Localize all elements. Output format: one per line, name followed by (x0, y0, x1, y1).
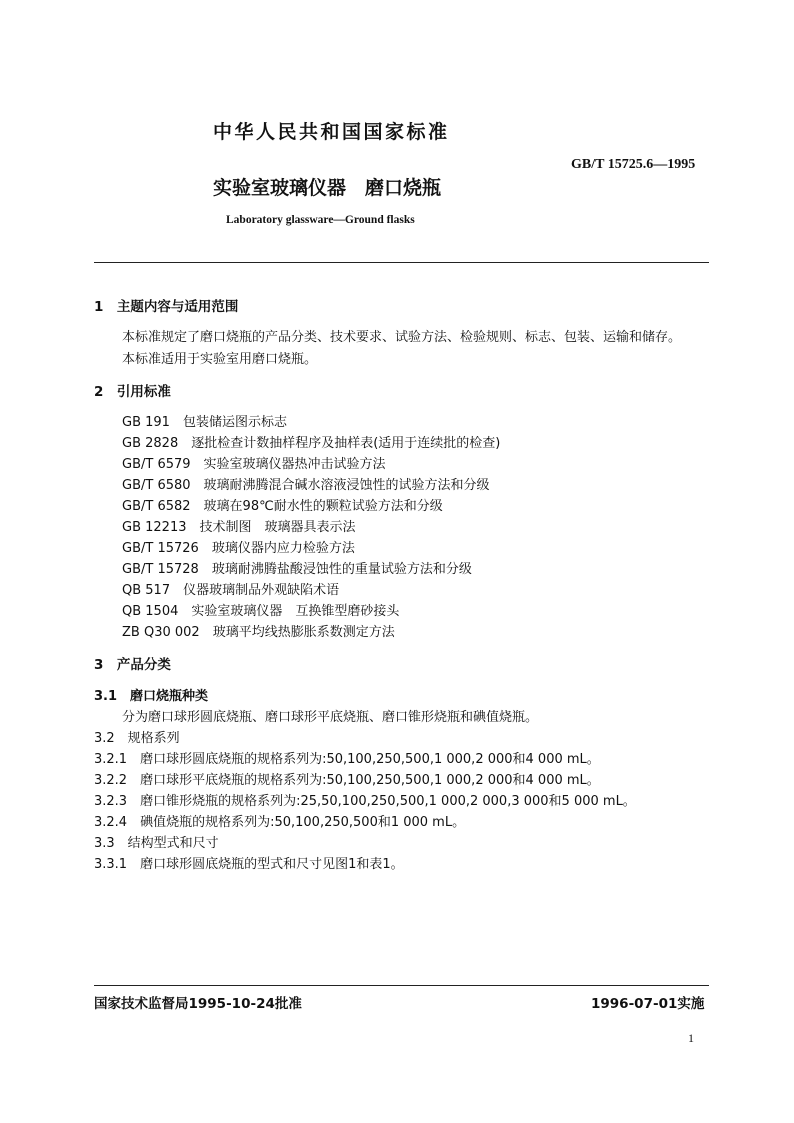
reference-title: 实验室玻璃仪器 互换锥型磨砂接头 (191, 604, 400, 619)
reference-code: QB 1504 (122, 604, 179, 619)
clause-3-2-2: 3.2.2 磨口球形平底烧瓶的规格系列为:50,100,250,500,1 000,2 000和4 000 mL。 (94, 773, 600, 788)
reference-item (122, 474, 490, 493)
clause-3-3: 3.3 结构型式和尺寸 (94, 836, 219, 851)
section-3-heading: 3 产品分类 (94, 657, 171, 673)
reference-item (122, 495, 443, 514)
reference-item (122, 432, 500, 451)
reference-code: ZB Q30 002 (122, 625, 200, 640)
reference-item (122, 516, 356, 535)
reference-code: GB/T 6580 (122, 478, 191, 493)
reference-item (122, 558, 472, 577)
national-standard-header: 中华人民共和国国家标准 (213, 121, 450, 143)
reference-item (122, 600, 399, 619)
reference-title: 玻璃仪器内应力检验方法 (211, 541, 355, 556)
reference-item (122, 621, 395, 640)
reference-code: QB 517 (122, 583, 171, 598)
document-title-english: Laboratory glassware—Ground flasks (226, 214, 415, 226)
reference-title: 玻璃耐沸腾盐酸浸蚀性的重量试验方法和分级 (211, 562, 472, 577)
reference-title: 包装储运图示标志 (182, 415, 287, 430)
document-title: 实验室玻璃仪器 磨口烧瓶 (213, 177, 442, 199)
reference-item (122, 453, 386, 472)
clause-3-2-4: 3.2.4 碘值烧瓶的规格系列为:50,100,250,500和1 000 mL。 (94, 815, 466, 830)
section-1-paragraph-2: 本标准适用于实验室用磨口烧瓶。 (122, 352, 318, 367)
clause-3-3-1: 3.3.1 磨口球形圆底烧瓶的型式和尺寸见图1和表1。 (94, 857, 404, 872)
reference-item (122, 411, 287, 430)
reference-title: 玻璃在98℃耐水性的颗粒试验方法和分级 (203, 499, 443, 514)
clause-3-2-3: 3.2.3 磨口锥形烧瓶的规格系列为:25,50,100,250,500,1 000,2 000,3 000和5 000 mL。 (94, 794, 636, 809)
reference-code: GB/T 6579 (122, 457, 191, 472)
top-divider (94, 262, 709, 263)
reference-title: 实验室玻璃仪器热冲击试验方法 (203, 457, 386, 472)
reference-code: GB/T 15728 (122, 562, 199, 577)
section-2-heading: 2 引用标准 (94, 384, 171, 400)
reference-title: 仪器玻璃制品外观缺陷术语 (183, 583, 340, 598)
page-number: 1 (688, 1031, 694, 1045)
reference-title: 玻璃耐沸腾混合碱水溶液浸蚀性的试验方法和分级 (203, 478, 490, 493)
reference-code: GB 12213 (122, 520, 187, 535)
approval-line: 国家技术监督局1995-10-24批准 (94, 996, 302, 1012)
reference-title: 玻璃平均线热膨胀系数测定方法 (212, 625, 395, 640)
reference-title: 技术制图 玻璃器具表示法 (199, 520, 356, 535)
section-1-paragraph-1: 本标准规定了磨口烧瓶的产品分类、技术要求、试验方法、检验规则、标志、包装、运输和储存。 (122, 330, 682, 345)
reference-item (122, 537, 355, 556)
section-1-heading: 1 主题内容与适用范围 (94, 299, 239, 315)
clause-3-2: 3.2 规格系列 (94, 731, 180, 746)
reference-code: GB/T 15726 (122, 541, 199, 556)
reference-code: GB 191 (122, 415, 170, 430)
reference-code: GB/T 6582 (122, 499, 191, 514)
clause-3-1: 3.1 磨口烧瓶种类 (94, 689, 209, 704)
reference-item (122, 579, 339, 598)
clause-3-1-text: 分为磨口球形圆底烧瓶、磨口球形平底烧瓶、磨口锥形烧瓶和碘值烧瓶。 (122, 710, 539, 725)
bottom-divider (94, 985, 709, 986)
standard-number: GB/T 15725.6—1995 (571, 157, 696, 172)
reference-code: GB 2828 (122, 436, 179, 451)
reference-title: 逐批检查计数抽样程序及抽样表(适用于连续批的检查) (191, 436, 501, 451)
implementation-date: 1996-07-01实施 (591, 996, 705, 1012)
clause-3-2-1: 3.2.1 磨口球形圆底烧瓶的规格系列为:50,100,250,500,1 000,2 000和4 000 mL。 (94, 752, 600, 767)
